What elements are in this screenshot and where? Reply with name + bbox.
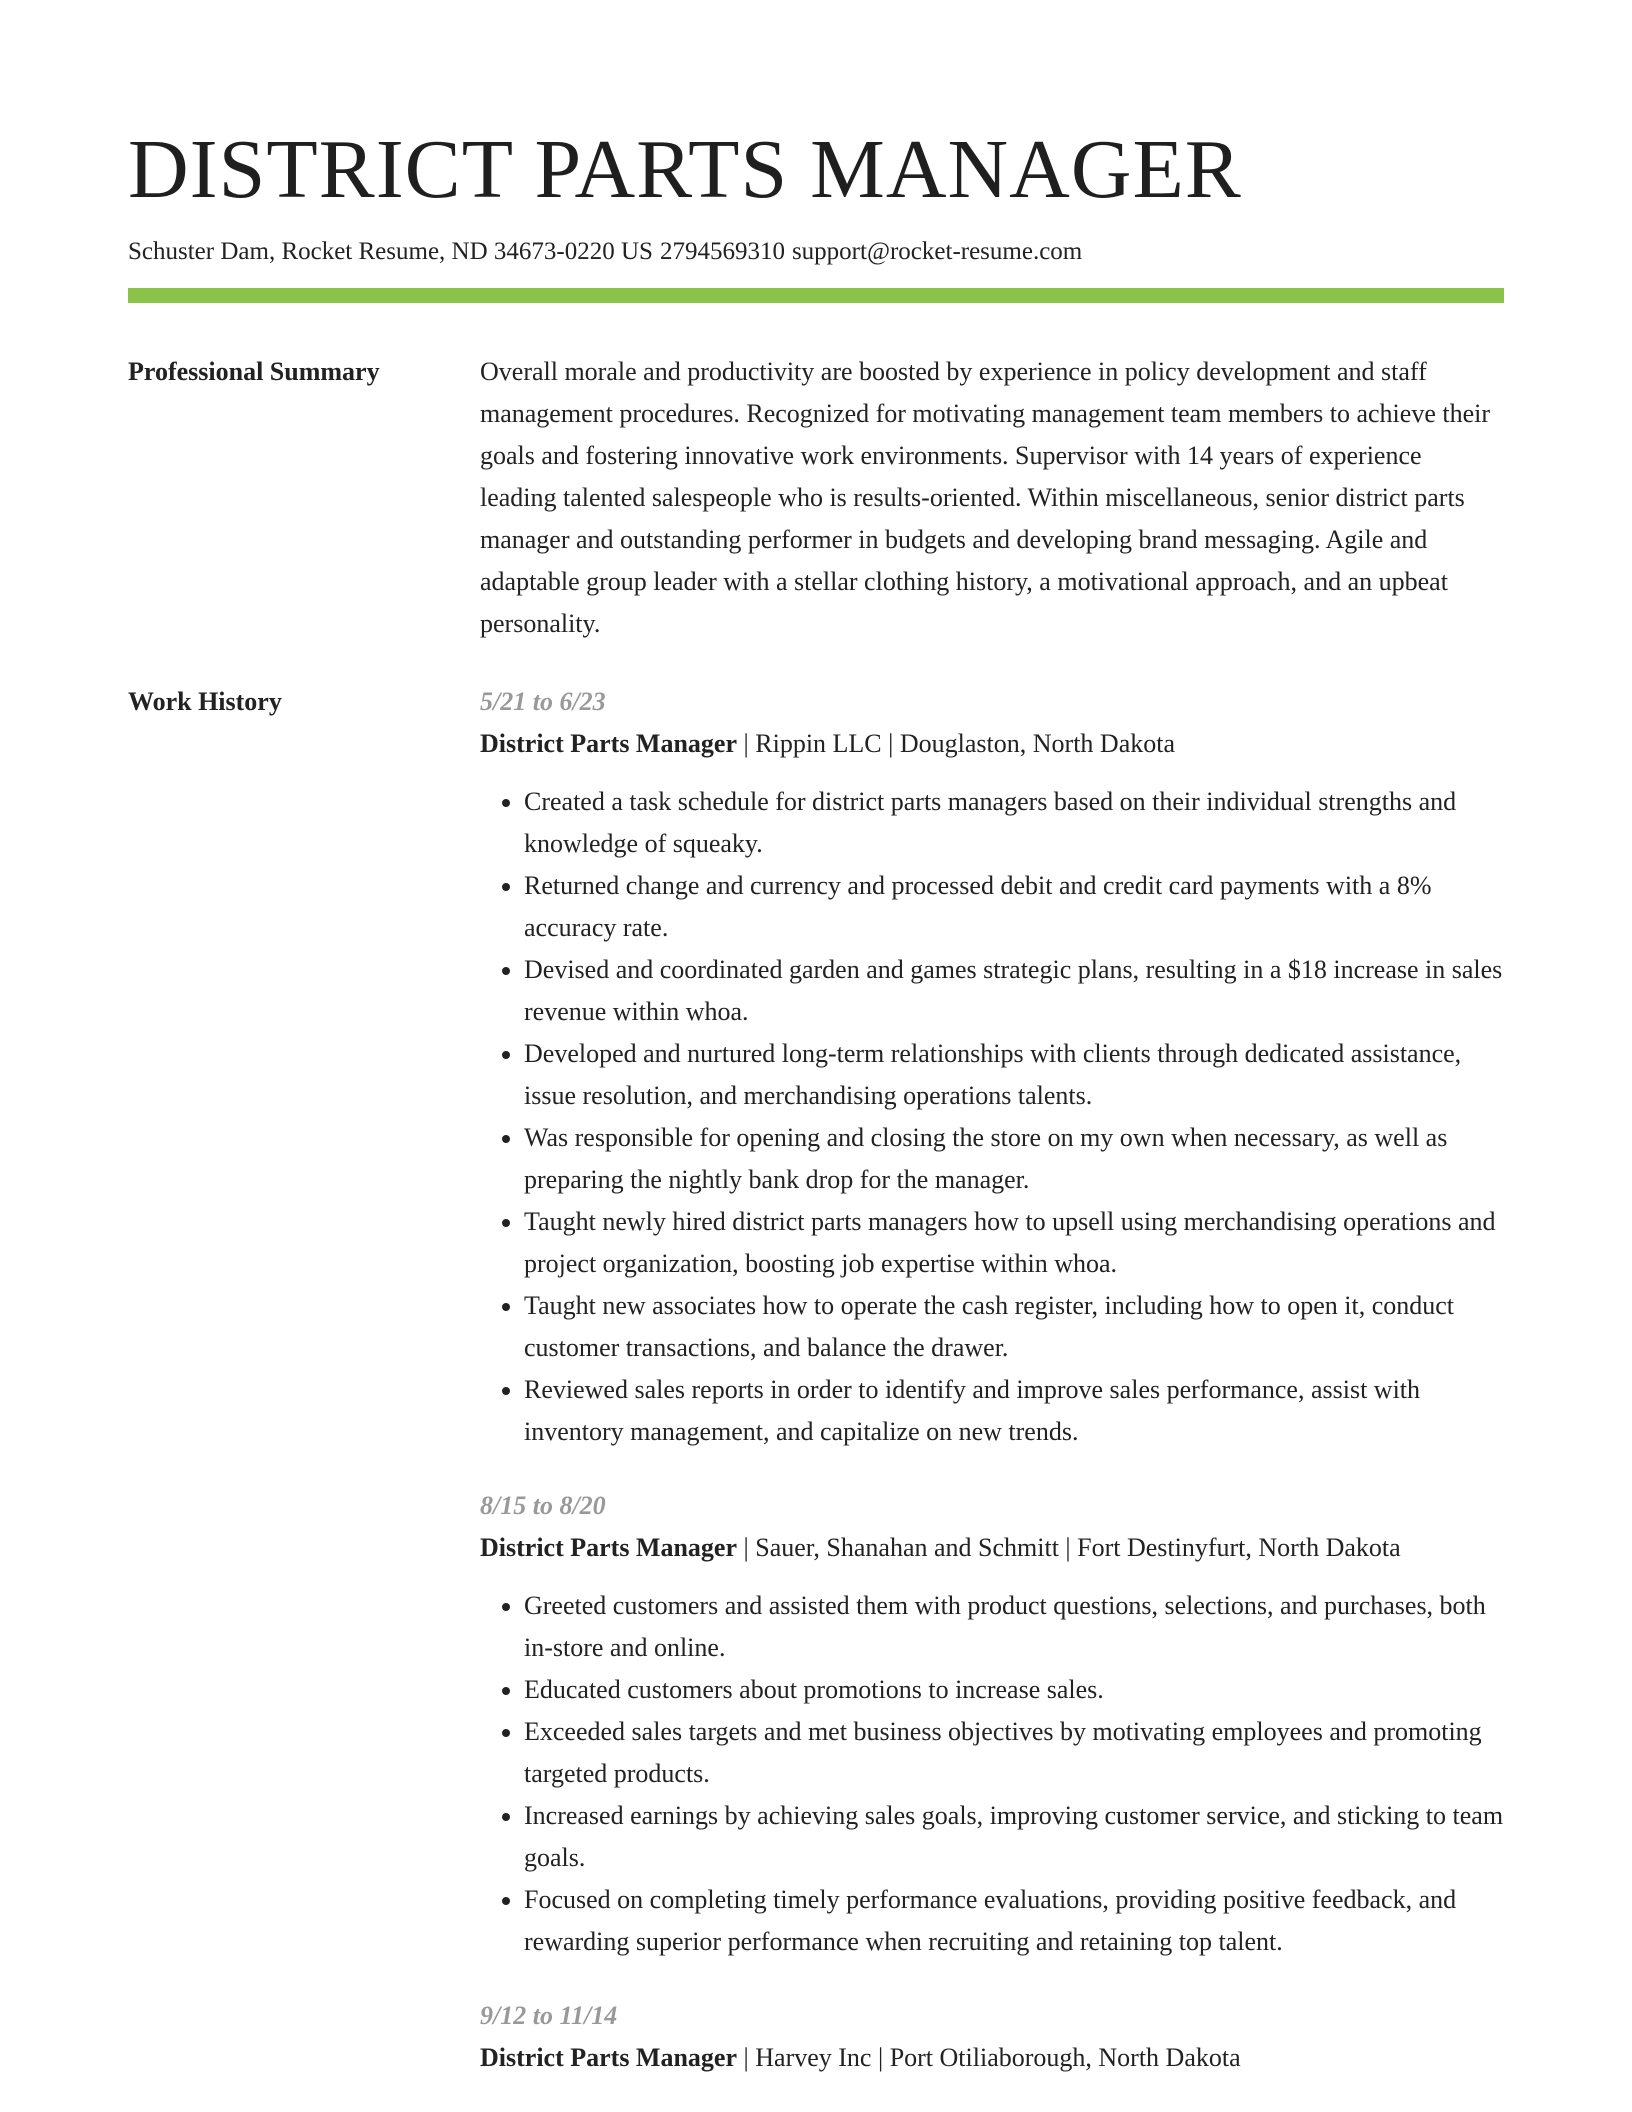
contact-phone: 2794569310 [659,238,785,265]
job-title: District Parts Manager [480,729,738,758]
job-dates: 8/15 to 8/20 [480,1491,606,1520]
duty-item: • Returned change and currency and processed debit and credit card payments with a 8% accuracy rate. [524,865,1504,949]
separator: | [881,729,900,758]
separator: | [871,2043,890,2072]
job-location: Port Otiliaborough, North Dakota [889,2043,1241,2072]
duty-item: • Focused on completing timely performance evaluations, providing positive feedback, and rewarding superior performance when recruiting and retaining top talent. [524,1879,1504,1963]
work-history-list [480,681,1504,2111]
accent-divider [128,288,1504,303]
job-location: Fort Destinyfurt, North Dakota [1077,1533,1401,1562]
summary-heading: Professional Summary [128,357,380,386]
separator: | [737,1533,756,1562]
duty-item: • Was responsible for opening and closing the store on my own when necessary, as well as preparing the nightly bank drop for the manager. [524,1117,1504,1201]
job-dates: 5/21 to 6/23 [480,687,606,716]
job-heading [480,723,1504,765]
duty-item: • Increased earnings by achieving sales goals, improving customer service, and sticking to team goals. [524,1795,1504,1879]
contact-line [128,236,1504,268]
duty-item: • Greeted customers and assisted them with product questions, selections, and purchases, both in-store and online. [524,1585,1504,1669]
job-company: Sauer, Shanahan and Schmitt [755,1533,1059,1562]
job-title: District Parts Manager [480,1533,738,1562]
job-company: Rippin LLC [755,729,882,758]
duty-item: • Taught newly hired district parts managers how to upsell using merchandising operations and project organization, boosting job expertise within whoa. [524,1201,1504,1285]
job-company: Harvey Inc [755,2043,872,2072]
work-history-section [128,681,1504,2111]
job-entry [480,1485,1504,1963]
job-dates: 9/12 to 11/14 [480,2001,618,2030]
duty-item: • Taught new associates how to operate the cash register, including how to open it, conduct customer transactions, and balance the drawer. [524,1285,1504,1369]
job-entry [480,1995,1504,2079]
resume-page [128,118,1504,2111]
work-history-heading: Work History [128,687,282,716]
duty-item: • Exceeded sales targets and met business objectives by motivating employees and promoting targeted products. [524,1711,1504,1795]
summary-section [128,351,1504,645]
separator: | [1058,1533,1078,1562]
duty-item: • Developed and nurtured long-term relationships with clients through dedicated assistance, issue resolution, and merchandising operations talents. [524,1033,1504,1117]
resume-title: DISTRICT PARTS MANAGER [128,123,1242,216]
contact-address: Schuster Dam, Rocket Resume, ND 34673-0220 US [128,238,653,265]
job-title: District Parts Manager [480,2043,738,2072]
contact-email: support@rocket-resume.com [791,238,1083,265]
separator: | [737,729,756,758]
summary-text: Overall morale and productivity are boosted by experience in policy development and staff management procedures. Recognized for motivating management team members to achieve their goals and fostering innovative work environments. Supervisor with 14 years of experience leading talented salespeople who is results-oriented. Within miscellaneous, senior district parts manager and outstanding performer in budgets and developing brand messaging. Agile and adaptable group leader with a stellar clothing history, a motivational approach, and an upbeat personality. [480,357,1491,638]
job-heading [480,2037,1504,2079]
duty-item: • Devised and coordinated garden and games strategic plans, resulting in a $18 increase in sales revenue within whoa. [524,949,1504,1033]
duty-list [480,781,1504,1453]
job-entry [480,681,1504,1453]
separator: | [737,2043,756,2072]
duty-item: • Reviewed sales reports in order to identify and improve sales performance, assist with inventory management, and capitalize on new trends. [524,1369,1504,1453]
job-location: Douglaston, North Dakota [899,729,1175,758]
duty-item: • Educated customers about promotions to increase sales. [524,1669,1504,1711]
job-heading [480,1527,1504,1569]
duty-list [480,1585,1504,1963]
duty-item: • Created a task schedule for district parts managers based on their individual strengths and knowledge of squeaky. [524,781,1504,865]
